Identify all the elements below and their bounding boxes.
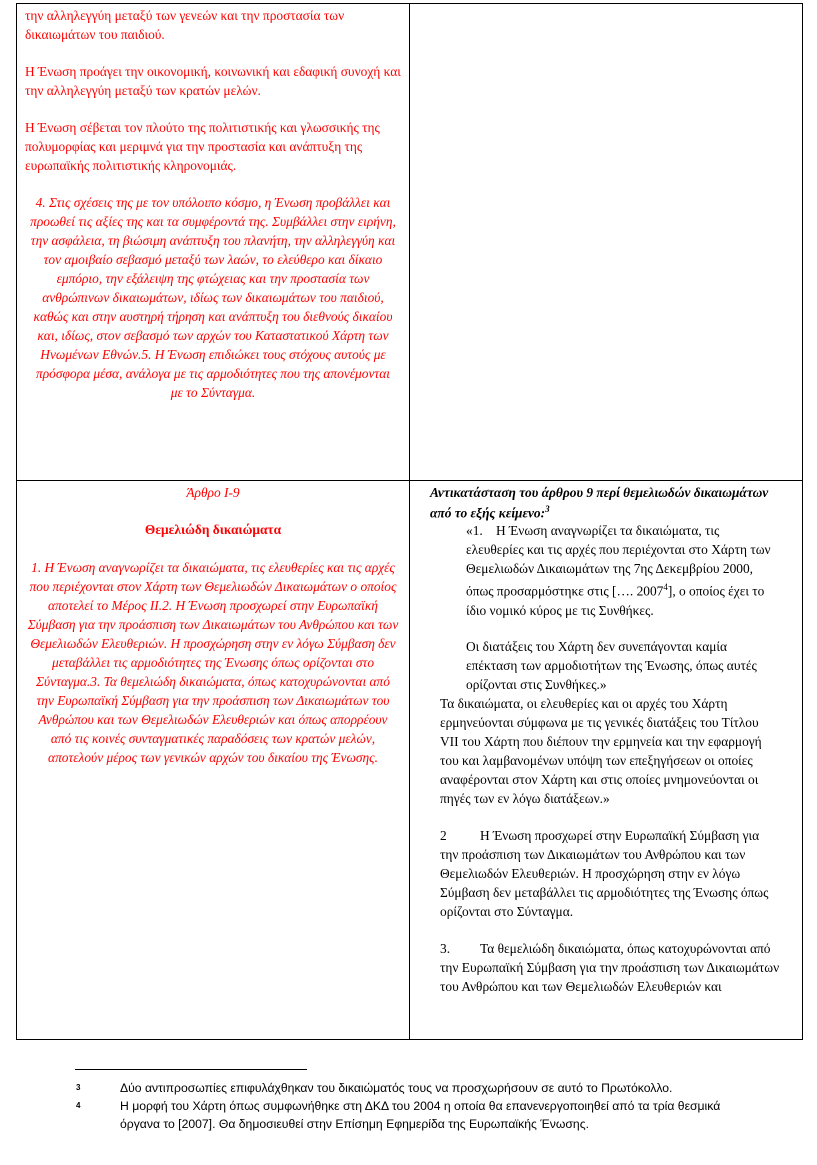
article-body: 1. Η Ένωση αναγνωρίζει τα δικαιώματα, τις ελευθερίες και τις αρχές που περιέχονται στον Χάρτη των Θεμελιωδών Δικαιωμάτων ο οποίος αποτελεί το Μέρος ΙΙ.2. Η Ένωση προσχωρεί στην Ευρωπαϊκή Σύμβαση για την προάσπιση των Δικαιωμάτων του Ανθρώπου και των Θεμελιωδών Ελευθεριών. Η προσχώρηση στην εν λόγω Σύμβαση δεν μεταβάλλει τις αρμοδιότητες της Ένωσης όπως ορίζονται στο Σύνταγμα.3. Τα θεμελιώδη δικαιώματα, όπως κατοχυρώνονται από την Ευρωπαϊκή Σύμβαση για την προάσπιση των Δικαιωμάτων του Ανθρώπου και των Θεμελιωδών Ελευθεριών και όπως απορρέουν από τις κοινές συνταγματικές παραδόσεις των κρατών μελών, αποτελούν μέρος των γενικών αρχών του δικαίου της Ένωσης. — [27, 560, 399, 765]
paragraph-1: «1. Η Ένωση αναγνωρίζει τα δικαιώματα, τις ελευθερίες και τις αρχές που περιέχονται στο Χάρτη των Θεμελιωδών Δικαιωμάτων της 7ης Δεκεμβρίου 2000, όπως προσαρμόστηκε στις […. 2007$^4$], ο οποίος έχει το ίδιο νομικό κύρος με τις Συνθήκες. — [466, 523, 771, 618]
paragraph: Η Ένωση σέβεται τον πλούτο της πολιτιστικής και γλωσσικής της πολυμορφίας και μεριμνά για την προστασία και ανάπτυξη της ευρωπαϊκής πολιτιστικής κληρονομιάς. — [25, 120, 380, 173]
paragraph-number: 2 — [440, 827, 447, 843]
left-cell-top — [17, 4, 410, 481]
paragraph: Οι διατάξεις του Χάρτη δεν συνεπάγονται καμία επέκταση των αρμοδιοτήτων της Ένωσης, όπως αυτές ορίζονται στις Συνθήκες.» — [466, 638, 757, 692]
footnote-ref: 4 — [663, 582, 668, 593]
table-row — [17, 4, 803, 481]
footnote-marker: 3 — [76, 1083, 81, 1092]
footnote-separator — [75, 1069, 307, 1070]
article-label: Άρθρο Ι-9 — [186, 485, 240, 500]
article-title: Θεμελιώδη δικαιώματα — [144, 522, 282, 537]
left-cell-bottom — [17, 481, 410, 1040]
table-row — [17, 481, 803, 1040]
right-cell-top — [410, 4, 803, 481]
paragraph-item-4: 4. Στις σχέσεις της με τον υπόλοιπο κόσμο, η Ένωση προβάλλει και προωθεί τις αξίες της και τα συμφέροντά της. Συμβάλλει στην ειρήνη, την ασφάλεια, τη βιώσιμη ανάπτυξη του πλανήτη, την αλληλεγγύη και τον αμοιβαίο σεβασμό μεταξύ των λαών, το ελεύθερο και δίκαιο εμπόριο, την εξάλειψη της φτώχειας και την προστασία των ανθρώπινων δικαιωμάτων, ιδίως των δικαιωμάτων του παιδιού, καθώς και στην αυστηρή τήρηση και ανάπτυξη του διεθνούς δικαίου και, ιδίως, στον σεβασμό των αρχών του Καταστατικού Χάρτη των Ηνωμένων Εθνών.5. Η Ένωση επιδιώκει τους στόχους αυτούς με πρόσφορα μέσα, ανάλογα με τις αρμοδιότητες που της απονέμονται με το Σύνταγμα. — [30, 195, 396, 400]
paragraph-number: «1. — [466, 523, 483, 539]
footnote-text: Η μορφή του Χάρτη όπως συμφωνήθηκε στη ΔΚΔ του 2004 η οποία θα επανενεργοποιηθεί από τα τρία θεσμικά όργανα το [2007]. Θα δημοσιευθεί στην Επίσημη Εφημερίδα της Ευρωπαϊκής Ένωσης. — [120, 1099, 721, 1131]
amendment-heading: Αντικατάσταση του άρθρου 9 περί θεμελιωδών δικαιωμάτων από το εξής κείμενο:$^3$ — [430, 485, 769, 521]
paragraph: Τα δικαιώματα, οι ελευθερίες και οι αρχές του Χάρτη ερμηνεύονται σύμφωνα με τις γενικές διατάξεις του Τίτλου VII του Χάρτη που διέπουν την ερμηνεία και την εφαρμογή του και λαμβανομένων υπόψη των επεξηγήσεων οι οποίες αναφέρονται στον Χάρτη και στις οποίες μνημονεύονται οι πηγές των εν λόγω διατάξεων.» — [440, 695, 762, 806]
paragraph: την αλληλεγγύη μεταξύ των γενεών και την προστασία των δικαιωμάτων του παιδιού. — [25, 8, 345, 42]
paragraph-2: 2 Η Ένωση προσχωρεί στην Ευρωπαϊκή Σύμβαση για την προάσπιση των Δικαιωμάτων του Ανθρώπου και των Θεμελιωδών Ελευθεριών. Η προσχώρηση στην εν λόγω Σύμβαση δεν μεταβάλλει τις αρμοδιότητες της Ένωσης όπως ορίζονται στο Σύνταγμα. — [440, 827, 769, 919]
paragraph: Η Ένωση προάγει την οικονομική, κοινωνική και εδαφική συνοχή και την αλληλεγγύη μεταξύ των κρατών μελών. — [25, 64, 401, 98]
comparison-table — [16, 3, 803, 1040]
right-cell-bottom — [410, 481, 803, 1040]
paragraph-3: 3. Τα θεμελιώδη δικαιώματα, όπως κατοχυρώνονται από την Ευρωπαϊκή Σύμβαση για την προάσπιση των Δικαιωμάτων του Ανθρώπου και των Θεμελιωδών Ελευθεριών και — [440, 940, 780, 994]
footnote-marker: 4 — [76, 1101, 81, 1110]
footnote-ref: 3 — [545, 504, 550, 514]
footnote-text: Δύο αντιπροσωπίες επιφυλάχθηκαν του δικαιώματός τους να προσχωρήσουν σε αυτό το Πρωτόκολλο. — [120, 1081, 673, 1095]
paragraph-number: 3. — [440, 940, 451, 956]
